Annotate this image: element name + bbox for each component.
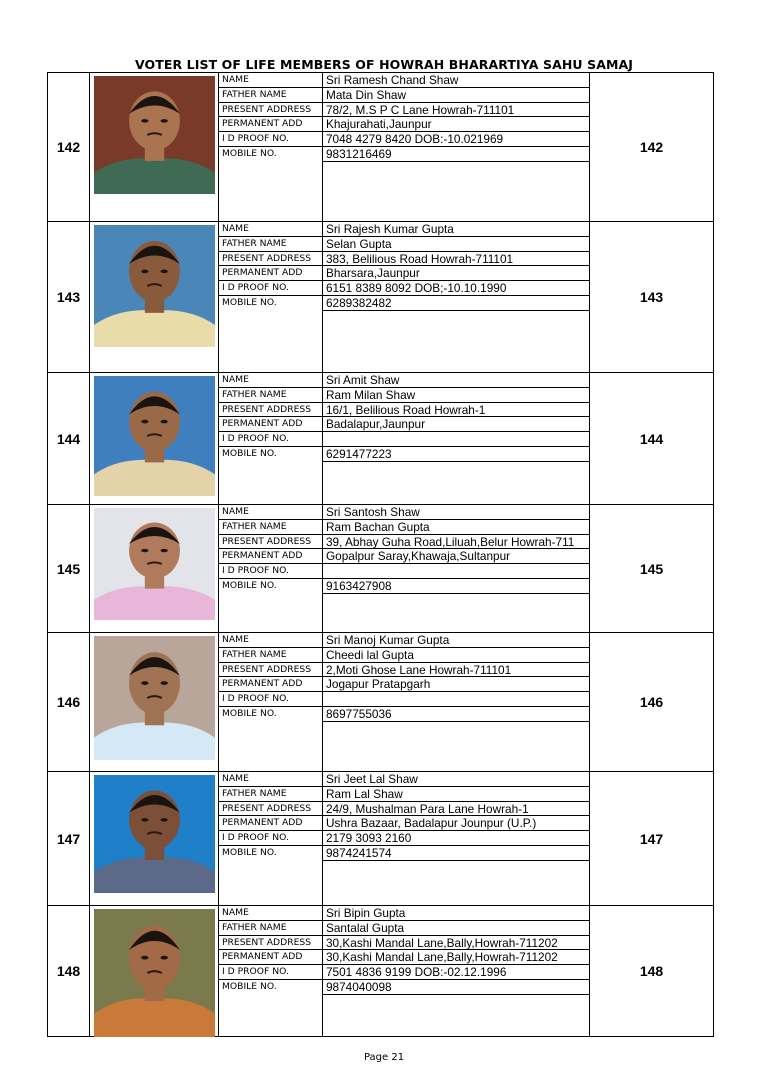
father-label: FATHER NAME [219,787,322,802]
present-label: PRESENT ADDRESS [219,403,322,418]
permanent-address-field: Badalapur,Jaunpur [323,417,589,432]
page-number: Page 21 [363,1052,405,1063]
father-label: FATHER NAME [219,921,322,936]
field-labels [219,633,323,771]
serial-number: 145 [48,505,90,632]
present-label: PRESENT ADDRESS [219,535,322,550]
serial-number-right: 146 [639,694,664,710]
present-address-field: 78/2, M.S P C Lane Howrah-711101 [323,103,589,118]
photo-cell [90,772,219,905]
id-proof-field: 7501 4836 9199 DOB:-02.12.1996 [323,965,589,980]
serial-number-right: 144 [639,430,664,447]
idproof-label: I D PROOF NO. [219,281,322,296]
field-values [323,633,590,771]
field-labels [219,772,323,905]
permanent-address-field: Bharsara,Jaunpur [323,266,589,281]
father-name-field: Cheedi lal Gupta [323,648,589,663]
field-labels [219,222,323,372]
father-name-field: Ram Lal Shaw [323,787,589,802]
name-label: NAME [219,222,322,237]
member-row [47,505,714,633]
serial-number: 143 [48,222,90,372]
serial-number: 142 [48,73,90,221]
member-photo [94,508,215,620]
idproof-label: I D PROOF NO. [219,564,322,579]
present-label: PRESENT ADDRESS [219,103,322,118]
permanent-label: PERMANENT ADD [219,549,322,564]
idproof-label: I D PROOF NO. [219,432,322,447]
field-values [323,906,590,1036]
permanent-address-field: Jogapur Pratapgarh [323,677,589,692]
serial-number: 147 [48,772,90,905]
name-field: Sri Rajesh Kumar Gupta [323,222,589,237]
photo-cell [90,505,219,632]
mobile-field: 9874040098 [323,980,589,995]
id-proof-field [323,564,589,579]
member-row [47,906,714,1037]
mobile-field: 9874241574 [323,846,589,861]
permanent-address-field: Gopalpur Saray,Khawaja,Sultanpur [323,549,589,564]
member-photo [94,909,215,1037]
present-address-field: 39, Abhay Guha Road,Liluah,Belur Howrah-711 [323,535,589,550]
serial-number: 144 [48,373,90,504]
father-name-field: Mata Din Shaw [323,88,589,103]
name-field: Sri Jeet Lal Shaw [323,772,589,787]
father-label: FATHER NAME [219,237,322,252]
permanent-label: PERMANENT ADD [219,677,322,692]
id-proof-field [323,692,589,707]
father-label: FATHER NAME [219,648,322,663]
id-proof-field: 7048 4279 8420 DOB:-10.021969 [323,132,589,147]
member-row [47,633,714,772]
field-labels [219,906,323,1036]
mobile-field: 6291477223 [323,447,589,462]
serial-number: 146 [48,633,90,771]
name-field: Sri Ramesh Chand Shaw [323,73,589,88]
field-values [323,505,590,632]
page-title: VOTER LIST OF LIFE MEMBERS OF HOWRAH BHARARTIYA SAHU SAMAJ [134,57,634,72]
permanent-label: PERMANENT ADD [219,950,322,965]
father-name-field: Selan Gupta [323,237,589,252]
member-photo [94,76,215,194]
member-photo [94,376,215,496]
name-field: Sri Amit Shaw [323,373,589,388]
mobile-label: MOBILE NO. [222,846,277,858]
name-field: Sri Bipin Gupta [323,906,589,921]
voter-table [47,72,714,1037]
present-label: PRESENT ADDRESS [219,252,322,267]
name-label: NAME [219,373,322,388]
mobile-field: 8697755036 [323,707,589,722]
id-proof-field: 2179 3093 2160 [323,831,589,846]
mobile-field: 9163427908 [323,579,589,594]
member-row [47,73,714,222]
name-label: NAME [219,633,322,648]
idproof-label: I D PROOF NO. [219,132,322,147]
member-row [47,222,714,373]
present-label: PRESENT ADDRESS [219,936,322,951]
serial-number-right: 145 [639,560,664,577]
name-field: Sri Santosh Shaw [323,505,589,520]
id-proof-field: 6151 8389 8092 DOB;-10.10.1990 [323,281,589,296]
serial-number-right: 142 [639,139,664,155]
permanent-address-field: Khajurahati,Jaunpur [323,117,589,132]
mobile-label: MOBILE NO. [222,447,277,459]
field-labels [219,373,323,504]
serial-number-right: 143 [639,289,664,305]
photo-cell [90,73,219,221]
name-label: NAME [219,505,322,520]
field-values [323,222,590,372]
serial-number: 148 [48,906,90,1036]
name-label: NAME [219,772,322,787]
field-values [323,373,590,504]
member-photo [94,775,215,893]
idproof-label: I D PROOF NO. [219,692,322,707]
mobile-field: 9831216469 [323,147,589,162]
present-address-field: 383, Belilious Road Howrah-711101 [323,252,589,267]
photo-cell [90,222,219,372]
present-address-field: 30,Kashi Mandal Lane,Bally,Howrah-711202 [323,936,589,951]
mobile-label: MOBILE NO. [222,296,277,308]
father-name-field: Ram Milan Shaw [323,388,589,403]
photo-cell [90,633,219,771]
member-row [47,373,714,505]
father-label: FATHER NAME [219,388,322,403]
mobile-field: 6289382482 [323,296,589,311]
present-address-field: 2,Moti Ghose Lane Howrah-711101 [323,663,589,678]
idproof-label: I D PROOF NO. [219,965,322,980]
father-label: FATHER NAME [219,520,322,535]
field-values [323,772,590,905]
mobile-label: MOBILE NO. [222,147,277,159]
name-field: Sri Manoj Kumar Gupta [323,633,589,648]
field-labels [219,505,323,632]
father-name-field: Santalal Gupta [323,921,589,936]
permanent-label: PERMANENT ADD [219,117,322,132]
mobile-label: MOBILE NO. [222,707,277,719]
field-values [323,73,590,221]
present-address-field: 16/1, Belilious Road Howrah-1 [323,403,589,418]
name-label: NAME [219,73,322,88]
field-labels [219,73,323,221]
permanent-label: PERMANENT ADD [219,266,322,281]
idproof-label: I D PROOF NO. [219,831,322,846]
id-proof-field [323,432,589,447]
member-photo [94,225,215,347]
serial-number-right: 147 [639,830,664,847]
permanent-label: PERMANENT ADD [219,417,322,432]
serial-number-right: 148 [639,963,664,979]
member-row [47,772,714,906]
father-name-field: Ram Bachan Gupta [323,520,589,535]
mobile-label: MOBILE NO. [222,980,277,992]
permanent-address-field: Ushra Bazaar, Badalapur Jounpur (U.P.) [323,816,589,831]
name-label: NAME [219,906,322,921]
father-label: FATHER NAME [219,88,322,103]
permanent-address-field: 30,Kashi Mandal Lane,Bally,Howrah-711202 [323,950,589,965]
photo-cell [90,373,219,504]
permanent-label: PERMANENT ADD [219,816,322,831]
mobile-label: MOBILE NO. [222,579,277,591]
photo-cell [90,906,219,1036]
member-photo [94,636,215,760]
present-label: PRESENT ADDRESS [219,802,322,817]
present-label: PRESENT ADDRESS [219,663,322,678]
present-address-field: 24/9, Mushalman Para Lane Howrah-1 [323,802,589,817]
